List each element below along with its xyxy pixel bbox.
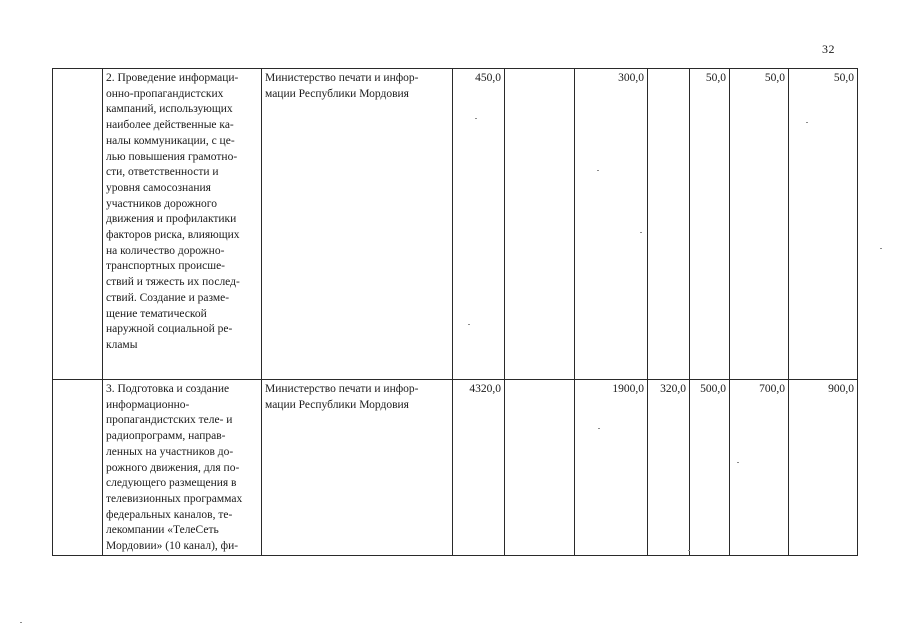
value-cell [505, 380, 575, 556]
number-cell [53, 69, 103, 380]
executor-cell: Министерство печати и инфор- мации Республики Мордовия [262, 69, 453, 380]
value-cell: 50,0 [690, 69, 730, 380]
scan-speck [475, 118, 477, 119]
table-row [53, 69, 858, 380]
value-cell [505, 69, 575, 380]
description-cell: 3. Подготовка и создание информационно- пропагандистских теле- и радиопрограмм, направ- ленных на участников до- рожного движения, для по- следующего размещения в телевизионных программах федеральных каналов, те- лекомпании «ТелеСеть Мордовии» (10 канал), фи- [103, 380, 262, 556]
scan-speck [737, 462, 739, 463]
scan-speck [597, 170, 599, 171]
scan-speck [640, 232, 642, 233]
total-cell: 4320,0 [453, 380, 505, 556]
scan-speck [598, 428, 600, 429]
scan-speck [20, 622, 22, 623]
program-table [52, 68, 858, 556]
scan-speck [468, 324, 470, 325]
description-cell: 2. Проведение информаци- онно-пропагандистских кампаний, использующих наиболее действенные ка- налы коммуникации, с це- лью повышения грамотно- сти, ответственности и уровня самосознания участников дорожного движения и профилактики факторов риска, влияющих на количество дорожно- транспортных происше- ствий и тяжесть их послед- ствий. Создание и разме- щение тематической наружной социальной ре- кламы [103, 69, 262, 380]
executor-cell: Министерство печати и инфор- мации Республики Мордовия [262, 380, 453, 556]
scan-speck [806, 122, 808, 123]
value-cell: 320,0 [648, 380, 690, 556]
value-cell: 700,0 [730, 380, 789, 556]
value-cell: 900,0 [789, 380, 858, 556]
value-cell: 50,0 [730, 69, 789, 380]
scan-speck [688, 550, 690, 551]
value-cell: 500,0 [690, 380, 730, 556]
page-number: 32 [822, 42, 835, 56]
scan-speck [880, 248, 882, 249]
number-cell [53, 380, 103, 556]
value-cell: 300,0 [575, 69, 648, 380]
table-row [53, 380, 858, 556]
value-cell: 1900,0 [575, 380, 648, 556]
value-cell [648, 69, 690, 380]
total-cell: 450,0 [453, 69, 505, 380]
value-cell: 50,0 [789, 69, 858, 380]
